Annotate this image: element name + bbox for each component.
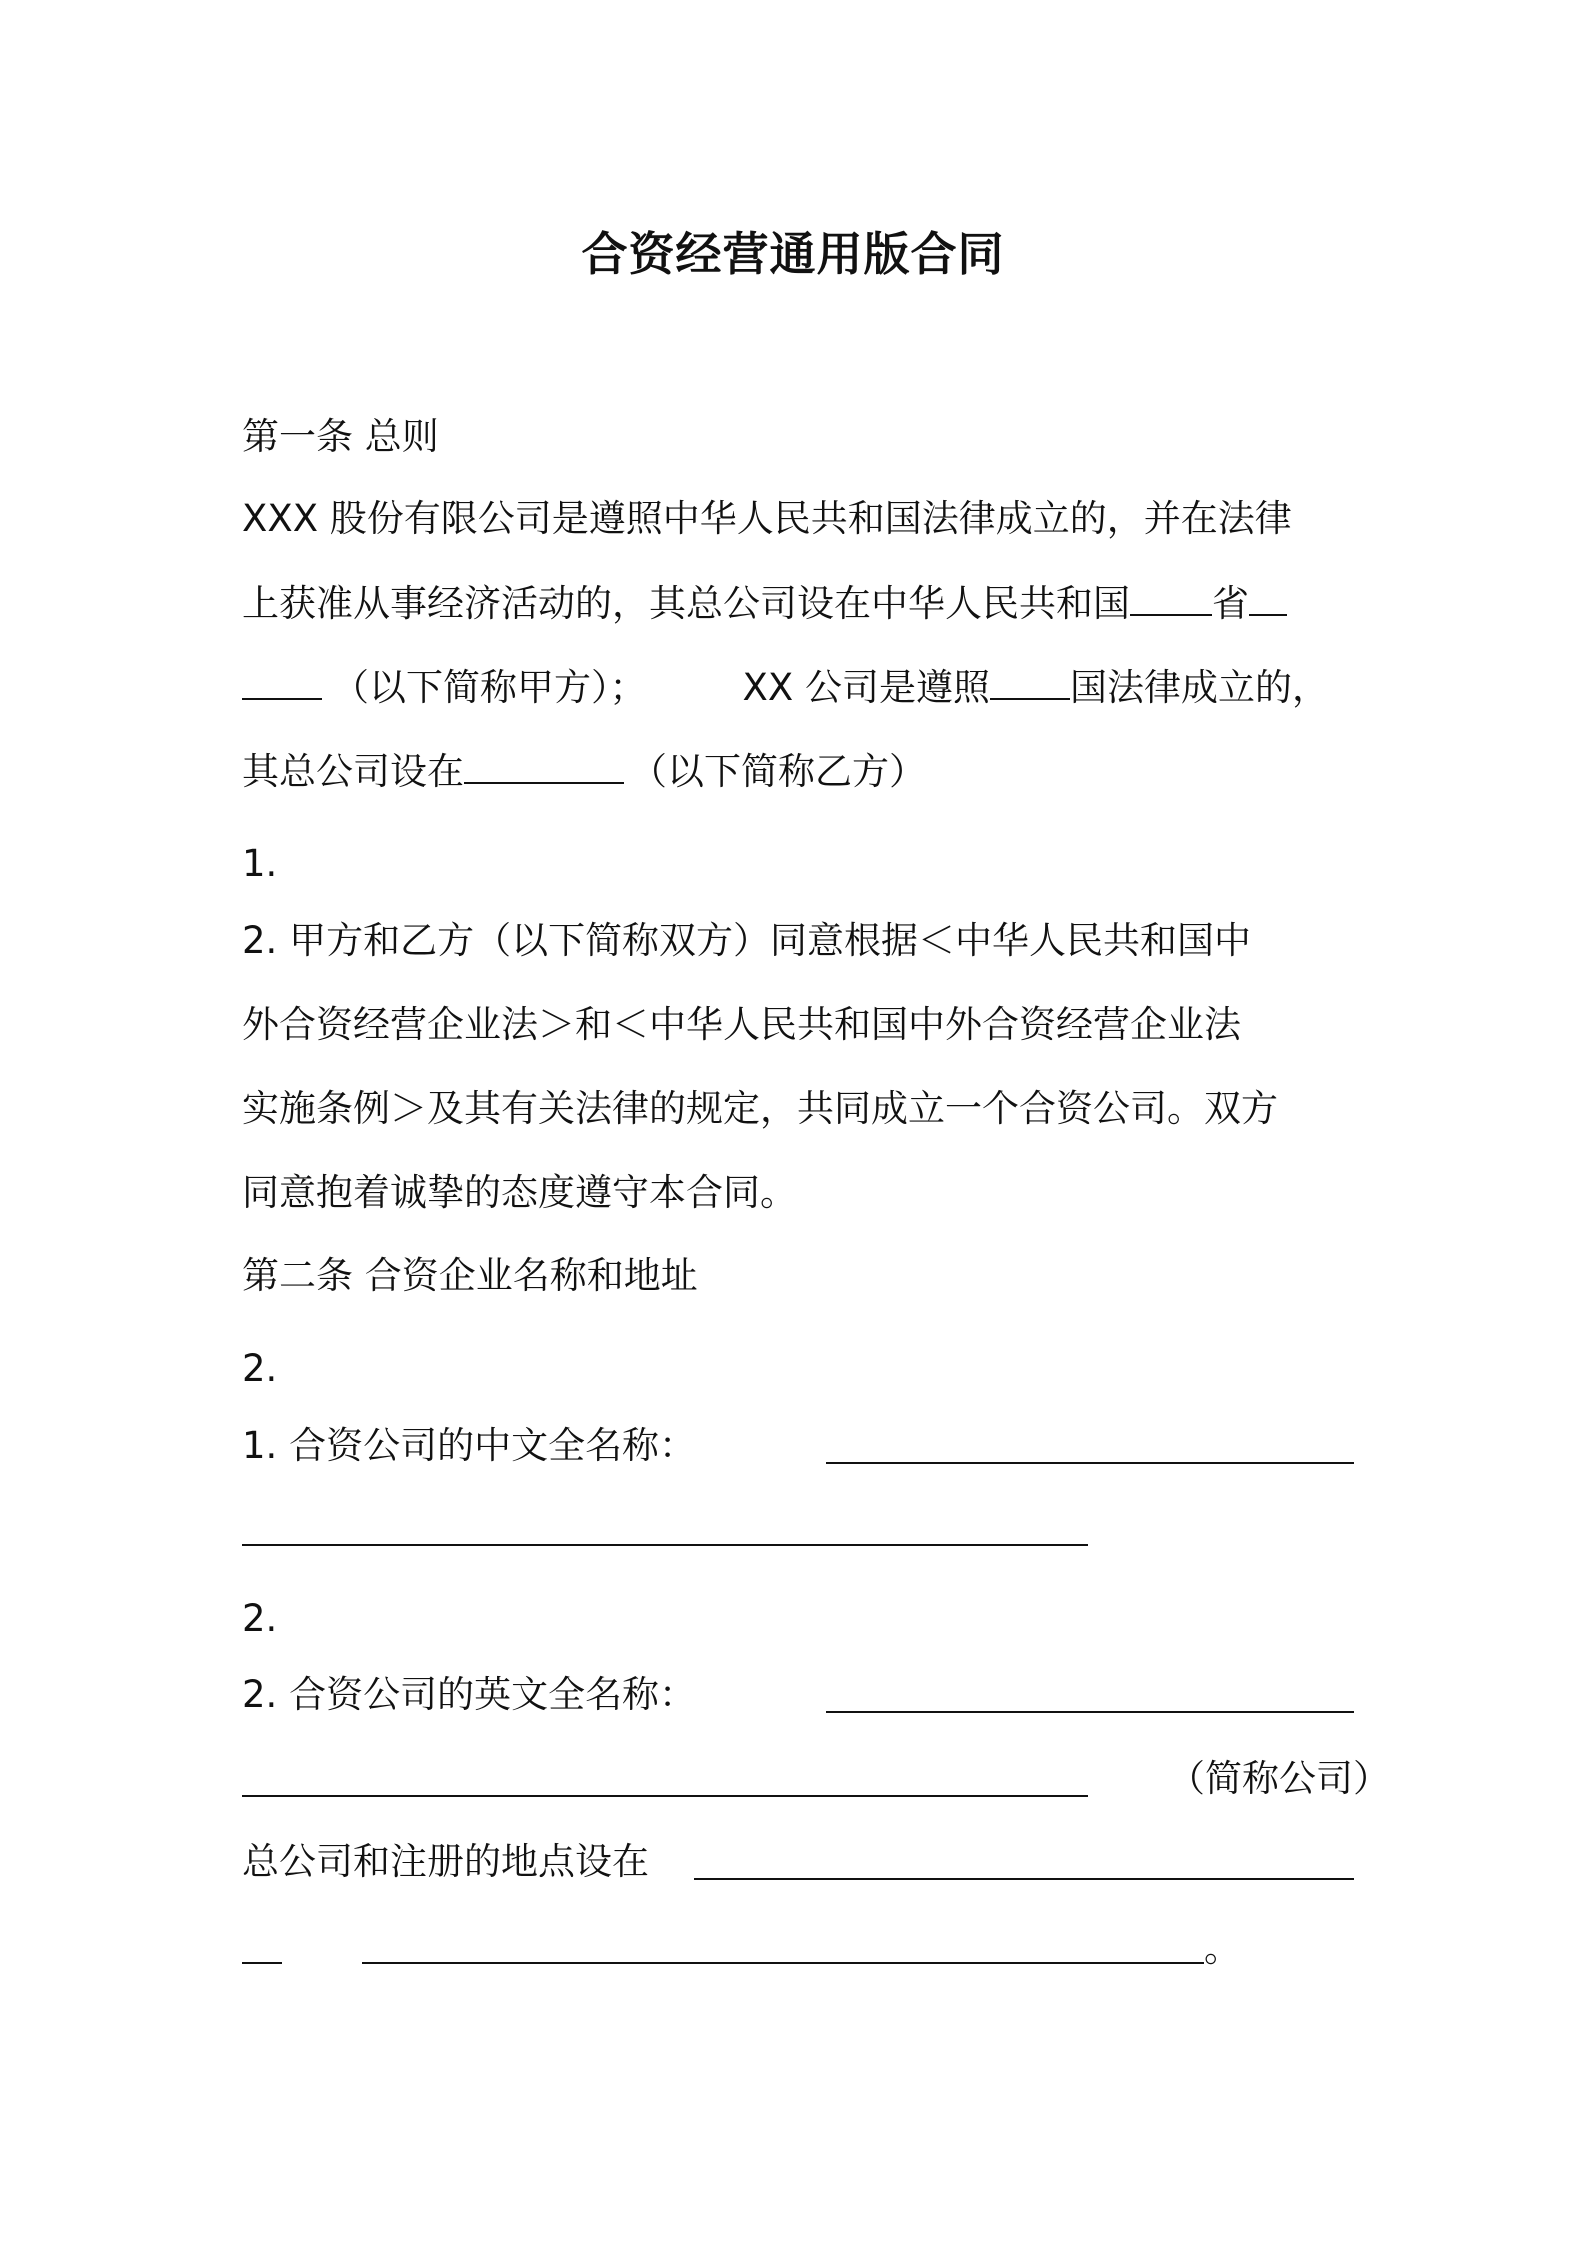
province-label: 省 [1212, 582, 1249, 625]
english-name-label: 2. 合资公司的英文全名称： [242, 1673, 697, 1716]
paragraph-1-line-4 [242, 750, 926, 793]
party-b-intro: XX 公司是遵照 [742, 666, 990, 709]
chinese-name-label: 1. 合资公司的中文全名称： [242, 1424, 697, 1467]
party-a-alias: （以下简称甲方）； [332, 666, 647, 709]
province-blank[interactable] [1130, 584, 1212, 616]
document-title: 合资经营通用版合同 [581, 227, 1005, 281]
final-period: 。 [1204, 1927, 1241, 1970]
paragraph-1-line-2 [242, 582, 1287, 625]
headquarters-blank-3[interactable] [362, 1962, 1204, 1964]
party-b-country-blank[interactable] [990, 668, 1070, 700]
paragraph-2-line-4: 同意抱着诚挚的态度遵守本合同。 [242, 1171, 797, 1214]
headquarters-blank-2[interactable] [242, 1962, 282, 1964]
english-name-blank-2[interactable] [242, 1795, 1088, 1797]
party-b-alias: （以下简称乙方） [630, 750, 926, 793]
party-b-hq-text: 其总公司设在 [242, 750, 464, 793]
chinese-name-blank-1[interactable] [826, 1462, 1354, 1464]
chinese-name-blank-2[interactable] [242, 1544, 1088, 1546]
paragraph-2-line-3: 实施条例＞及其有关法律的规定，共同成立一个合资公司。双方 [242, 1087, 1278, 1130]
party-a-city-blank[interactable] [242, 668, 322, 700]
article-2-heading: 第二条 合资企业名称和地址 [242, 1254, 698, 1297]
abbreviation-label: （简称公司） [1168, 1757, 1390, 1800]
province-blank-2[interactable] [1249, 584, 1287, 616]
english-name-blank-1[interactable] [826, 1711, 1354, 1713]
item-1: 1. [242, 842, 278, 885]
item-2b: 2. [242, 1597, 278, 1640]
paragraph-2-line-2: 外合资经营企业法＞和＜中华人民共和国中外合资经营企业法 [242, 1003, 1241, 1046]
article-1-heading: 第一条 总则 [242, 415, 439, 458]
paragraph-1-line-2-text: 上获准从事经济活动的，其总公司设在中华人民共和国 [242, 582, 1130, 625]
item-2a: 2. [242, 1347, 278, 1390]
headquarters-blank-1[interactable] [694, 1878, 1354, 1880]
party-b-law-text: 国法律成立的， [1069, 666, 1329, 709]
party-b-hq-blank[interactable] [464, 752, 624, 784]
paragraph-2-line-1: 2. 甲方和乙方（以下简称双方）同意根据＜中华人民共和国中 [242, 919, 1252, 962]
paragraph-1-line-3 [242, 666, 1329, 709]
paragraph-1-line-1: XXX 股份有限公司是遵照中华人民共和国法律成立的，并在法律 [242, 497, 1292, 540]
headquarters-label: 总公司和注册的地点设在 [242, 1840, 649, 1883]
